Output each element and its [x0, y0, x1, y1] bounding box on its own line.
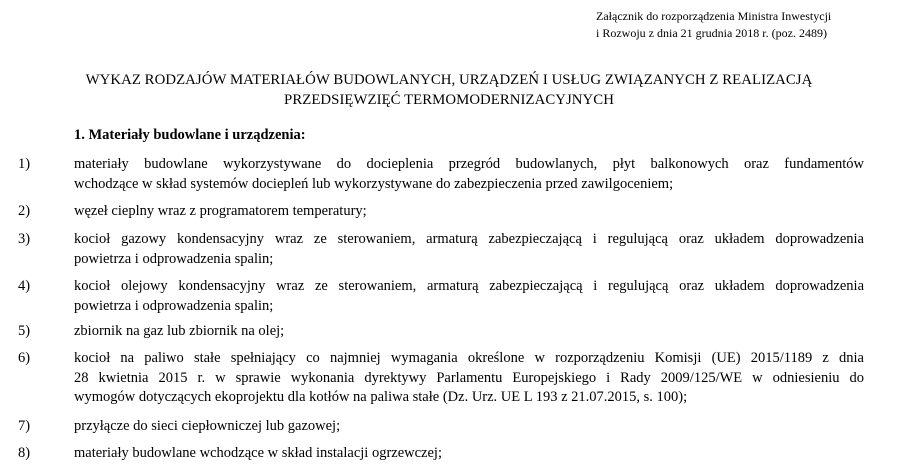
document-title [20, 70, 878, 110]
section-heading: 1. Materiały budowlane i urządzenia: [74, 127, 306, 143]
annex-note [596, 8, 891, 42]
item-text [74, 417, 864, 437]
item-text [74, 230, 864, 269]
item-line: kocioł gazowy kondensacyjny wraz ze sterowaniem, armaturą zabezpieczającą i regulującą oraz układem doprowadzenia [74, 231, 864, 247]
item-text [74, 349, 864, 408]
item-line: kocioł olejowy kondensacyjny wraz ze sterowaniem, armaturą zabezpieczającą i regulującą oraz układem doprowadzenia [74, 278, 864, 294]
item-line: 28 kwietnia 2015 r. w sprawie wykonania dyrektywy Parlamentu Europejskiego i Rady 2009/125/WE w odniesieniu do [74, 369, 864, 386]
item-number: 4) [18, 278, 31, 294]
item-text [74, 155, 864, 194]
item-number: 1) [18, 156, 31, 172]
item-line: zbiornik na gaz lub zbiornik na olej; [74, 323, 285, 339]
item-text [74, 202, 864, 222]
item-number: 6) [18, 350, 31, 366]
item-line: przyłącze do sieci ciepłowniczej lub gazowej; [74, 418, 341, 434]
item-number: 3) [18, 231, 31, 247]
item-line: kocioł na paliwo stałe spełniający co najmniej wymagania określone w rozporządzeniu Komisji (UE) 2015/1189 z dnia [74, 350, 864, 366]
item-line: powietrza i odprowadzenia spalin; [74, 297, 274, 314]
item-text [74, 277, 864, 316]
item-line: węzeł cieplny wraz z programatorem temperatury; [74, 203, 367, 219]
item-number: 5) [18, 323, 31, 339]
item-line: powietrza i odprowadzenia spalin; [74, 250, 274, 267]
title-line-2: PRZEDSIĘWZIĘĆ TERMOMODERNIZACYJNYCH [284, 92, 614, 108]
item-line: wymogów dotyczących ekoprojektu dla kotłów na paliwa stałe (Dz. Urz. UE L 193 z 21.07.2015, s. 100); [74, 389, 688, 405]
item-number: 8) [18, 445, 31, 461]
annex-line-2: i Rozwoju z dnia 21 grudnia 2018 r. (poz. 2489) [596, 26, 827, 40]
item-text [74, 444, 864, 464]
item-line: materiały budowlane wchodzące w skład instalacji ogrzewczej; [74, 445, 442, 461]
title-line-1: WYKAZ RODZAJÓW MATERIAŁÓW BUDOWLANYCH, URZĄDZEŃ I USŁUG ZWIĄZANYCH Z REALIZACJĄ [85, 72, 813, 88]
annex-line-1: Załącznik do rozporządzenia Ministra Inwestycji [596, 9, 832, 23]
item-line: materiały budowlane wykorzystywane do docieplenia przegród budowlanych, płyt balkonowych oraz fundamentów [74, 156, 864, 172]
item-text [74, 322, 864, 342]
item-number: 7) [18, 418, 31, 434]
item-number: 2) [18, 203, 31, 219]
item-line: wchodzące w skład systemów dociepleń lub wykorzystywane do zabezpieczenia przed zawilgoceniem; [74, 175, 674, 192]
